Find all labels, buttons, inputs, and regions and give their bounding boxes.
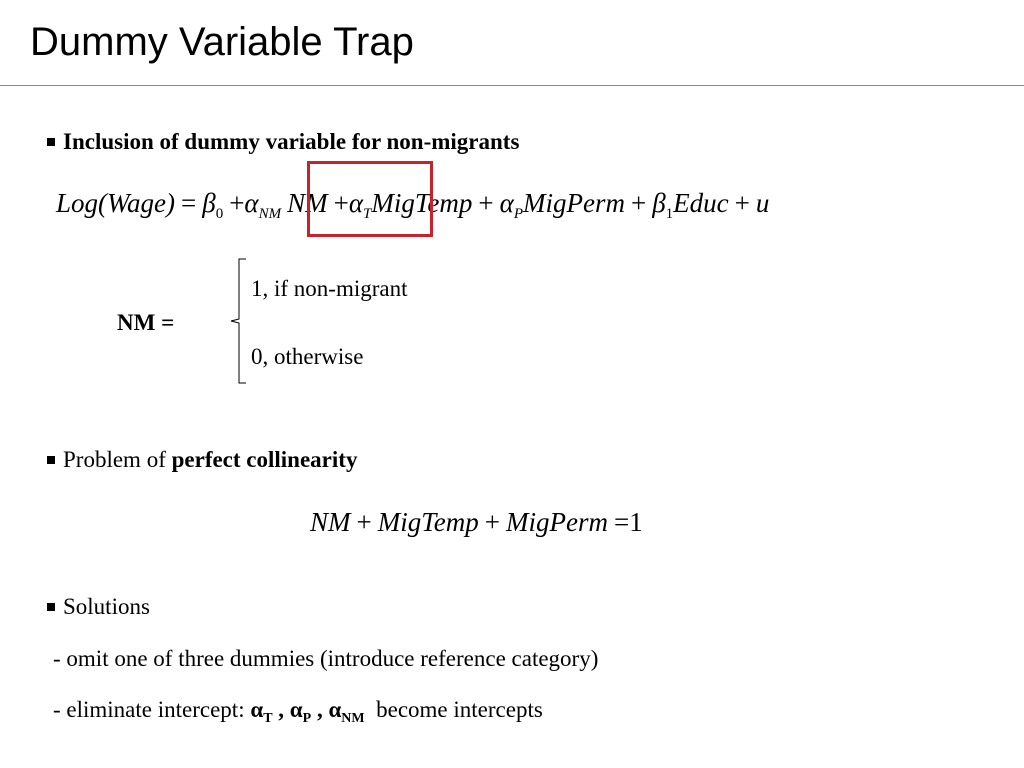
eq-alpha-nm-term: $\alpha_{NM}$ NM: [244, 188, 328, 222]
nm-case-one: 1, if non-migrant: [251, 276, 408, 301]
bullet-collinearity-prefix: Problem of: [63, 447, 172, 472]
eq-plus: +: [734, 188, 750, 218]
bullet-inclusion-text: Inclusion of dummy variable for non-migrants: [63, 129, 520, 154]
nm-case-zero: 0, otherwise: [251, 344, 364, 369]
eq-alpha-t-term: $\alpha_TMigTemp$: [348, 188, 473, 222]
eq-plus: +: [229, 188, 245, 218]
solution-eliminate-suffix: become intercepts: [376, 697, 543, 722]
id-nm: NM: [310, 507, 351, 537]
alpha-t-symbol: $\alpha_T$: [250, 697, 273, 726]
symbol-separator: ,: [311, 697, 329, 722]
eq-plus: +: [333, 188, 349, 218]
eq-beta1-term: $\beta_1Educ$: [652, 188, 729, 222]
eq-plus: +: [630, 188, 647, 218]
eq-log-wage: Log(Wage): [56, 188, 175, 218]
id-plus: +: [356, 507, 372, 537]
eq-equals-sign: =: [181, 188, 197, 218]
slide-title: Dummy Variable Trap: [30, 20, 414, 64]
id-equals: =: [613, 507, 630, 537]
id-migperm: MigPerm: [505, 507, 608, 537]
alpha-nm-highlight-box: [307, 161, 433, 237]
bullet-solutions-text: Solutions: [63, 594, 150, 619]
eq-plus: +: [478, 188, 494, 218]
eq-beta0: $\beta_0$: [202, 188, 224, 222]
symbol-separator: ,: [272, 697, 290, 722]
solution-eliminate-prefix: - eliminate intercept:: [53, 697, 251, 722]
eq-alpha-p-term: $\alpha_PMigPerm$: [499, 188, 625, 222]
id-migtemp: MigTemp: [377, 507, 479, 537]
solution-omit-dummy: - omit one of three dummies (introduce reference category): [53, 646, 599, 671]
bullet-collinearity: [47, 446, 357, 474]
bullet-collinearity-emphasis: perfect collinearity: [171, 447, 358, 472]
square-bullet-icon: [47, 456, 55, 464]
bullet-inclusion: [47, 128, 519, 156]
left-brace-icon: [228, 257, 250, 387]
bullet-solutions: [47, 593, 150, 621]
nm-definition-label: NM =: [117, 310, 175, 335]
solution-eliminate-intercept: [53, 696, 543, 724]
eq-error-term: u: [755, 188, 770, 218]
id-plus: +: [484, 507, 500, 537]
square-bullet-icon: [47, 603, 55, 611]
id-one: 1: [629, 507, 643, 537]
collinearity-equation: [310, 505, 643, 539]
alpha-nm-symbol: $\alpha_{NM}$: [328, 697, 365, 726]
alpha-p-symbol: $\alpha_P$: [289, 697, 312, 726]
title-divider: [0, 85, 1024, 86]
square-bullet-icon: [47, 138, 55, 146]
